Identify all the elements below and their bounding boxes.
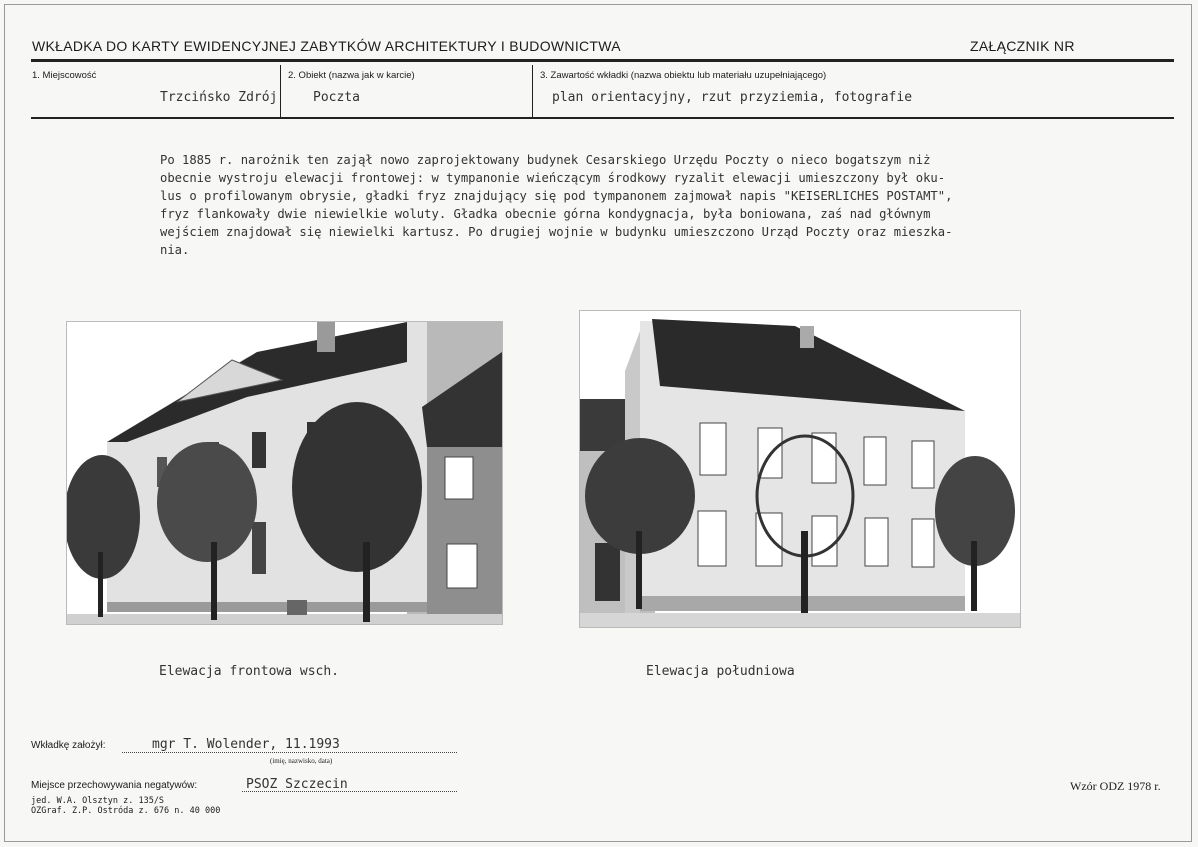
print-info-2: OZGraf. Z.P. Ostróda z. 676 n. 40 000 [31, 806, 221, 816]
negatives-label: Miejsce przechowywania negatywów: [31, 780, 198, 791]
form-identifier: Wzór ODZ 1978 r. [1070, 779, 1161, 793]
description-line: wejściem znajdował się niewielki kartusz. Po drugiej wojnie w budynku umieszczono Urząd Poczty oraz mieszka- [160, 225, 953, 239]
created-by-value: mgr T. Wolender, 11.1993 [152, 737, 340, 752]
header-rule [31, 59, 1174, 62]
photo-caption-south: Elewacja południowa [646, 664, 795, 679]
photo-caption-front: Elewacja frontowa wsch. [159, 664, 340, 679]
form-title: WKŁADKA DO KARTY EWIDENCYJNEJ ZABYTKÓW ARCHITEKTURY I BUDOWNICTWA [32, 38, 621, 54]
description-text [160, 151, 1090, 259]
photo-front-elevation [66, 321, 503, 625]
field-divider-1 [280, 65, 281, 117]
photo-south-elevation [579, 310, 1021, 628]
object-label: 2. Obiekt (nazwa jak w karcie) [288, 70, 415, 81]
attachment-number: ZAŁĄCZNIK NR [970, 38, 1075, 54]
description-line: lus o profilowanym obrysie, gładki fryz znajdujący się pod tympanonem zajmował napis "KEISERLICHES POSTAMT", [160, 189, 953, 203]
fields-rule [31, 117, 1174, 119]
description-line: fryz flankowały dwie niewielkie woluty. Gładka obecnie górna kondygnacja, była boniowana, zaś nad głównym [160, 207, 931, 221]
object-value: Poczta [313, 90, 360, 105]
created-by-line [122, 752, 457, 753]
description-line: Po 1885 r. narożnik ten zajął nowo zaprojektowany budynek Cesarskiego Urzędu Poczty o nieco bogatszym niż [160, 153, 931, 167]
content-label: 3. Zawartość wkładki (nazwa obiektu lub materiału uzupełniającego) [540, 70, 827, 81]
created-by-hint: (imię, nazwisko, data) [270, 757, 333, 765]
locality-label: 1. Miejscowość [32, 70, 97, 81]
locality-value: Trzcińsko Zdrój [160, 90, 278, 105]
print-info-1: jed. W.A. Olsztyn z. 135/S [31, 796, 165, 806]
content-value: plan orientacyjny, rzut przyziemia, fotografie [552, 90, 913, 105]
field-divider-2 [532, 65, 533, 117]
created-by-label: Wkładkę założył: [31, 740, 106, 751]
description-line: nia. [160, 243, 190, 257]
negatives-value: PSOZ Szczecin [246, 777, 348, 792]
description-line: obecnie wystroju elewacji frontowej: w tympanonie wieńczącym środkowy ryzalit elewacji umieszczony był oku- [160, 171, 946, 185]
